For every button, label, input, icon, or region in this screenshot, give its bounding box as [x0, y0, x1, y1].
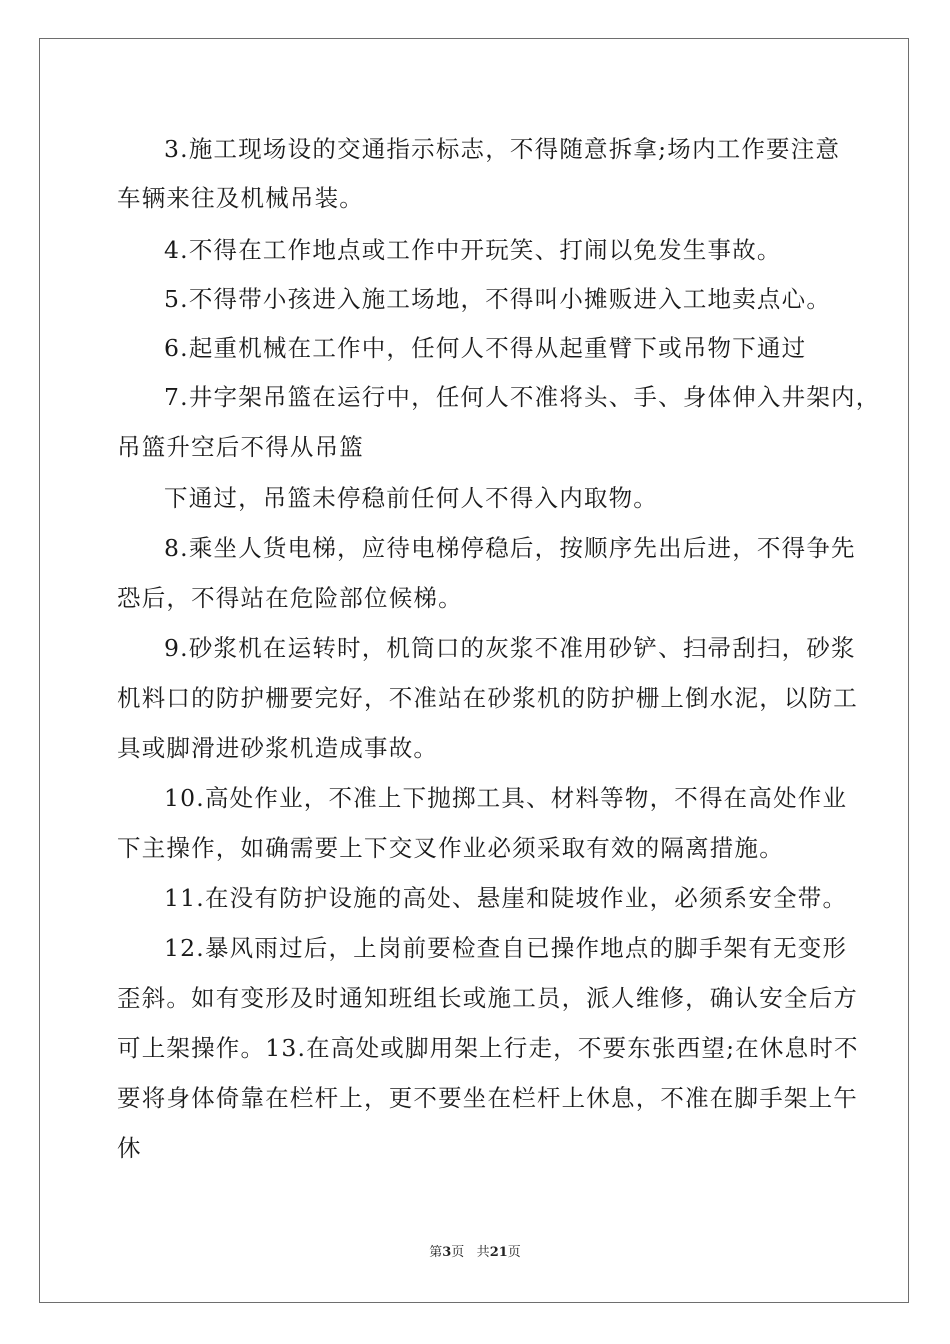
footer-total-suffix: 页: [507, 1245, 521, 1260]
text-line: 9.砂浆机在运转时，机筒口的灰浆不准用砂铲、扫帚刮扫，砂浆: [164, 634, 856, 662]
total-pages-number: 21: [489, 1245, 508, 1260]
text-line: 4.不得在工作地点或工作中开玩笑、打闹以免发生事故。: [164, 236, 782, 264]
text-line: 下主操作，如确需要上下交叉作业必须采取有效的隔离措施。: [117, 834, 784, 862]
text-line: 下通过，吊篮未停稳前任何人不得入内取物。: [164, 484, 658, 512]
text-line: 车辆来往及机械吊装。: [117, 184, 364, 212]
text-line: 歪斜。如有变形及时通知班组长或施工员，派人维修，确认安全后方: [117, 984, 858, 1012]
text-line: 恐后，不得站在危险部位候梯。: [117, 584, 463, 612]
text-line: 要将身体倚靠在栏杆上，更不要坐在栏杆上休息，不准在脚手架上午: [117, 1084, 858, 1112]
text-line: 吊篮升空后不得从吊篮: [117, 433, 364, 461]
footer-prefix: 第: [429, 1245, 443, 1260]
page-footer: [0, 1245, 950, 1261]
text-line: 可上架操作。13.在高处或脚用架上行走，不要东张西望;在休息时不: [117, 1034, 859, 1062]
text-line: 3.施工现场设的交通指示标志，不得随意拆拿;场内工作要注意: [164, 135, 841, 163]
text-line: 具或脚滑进砂浆机造成事故。: [117, 734, 439, 762]
page-border: [39, 38, 909, 1303]
text-line: 8.乘坐人货电梯，应待电梯停稳后，按顺序先出后进，不得争先: [164, 534, 856, 562]
text-line: 7.井字架吊篮在运行中，任何人不准将头、手、身体伸入井架内，: [164, 383, 881, 411]
current-page-number: 3: [442, 1245, 452, 1260]
text-line: 5.不得带小孩进入施工场地，不得叫小摊贩进入工地卖点心。: [164, 285, 832, 313]
footer-page-suffix: 页: [451, 1245, 465, 1260]
text-line: 6.起重机械在工作中，任何人不得从起重臂下或吊物下通过: [164, 334, 807, 362]
footer-total-prefix: 共: [476, 1245, 490, 1260]
text-line: 12.暴风雨过后，上岗前要检查自已操作地点的脚手架有无变形: [164, 934, 848, 962]
text-line: 休: [117, 1134, 142, 1162]
text-line: 机料口的防护栅要完好，不准站在砂浆机的防护栅上倒水泥，以防工: [117, 684, 858, 712]
text-line: 10.高处作业，不准上下抛掷工具、材料等物，不得在高处作业: [164, 784, 848, 812]
text-line: 11.在没有防护设施的高处、悬崖和陡坡作业，必须系安全带。: [164, 884, 848, 912]
